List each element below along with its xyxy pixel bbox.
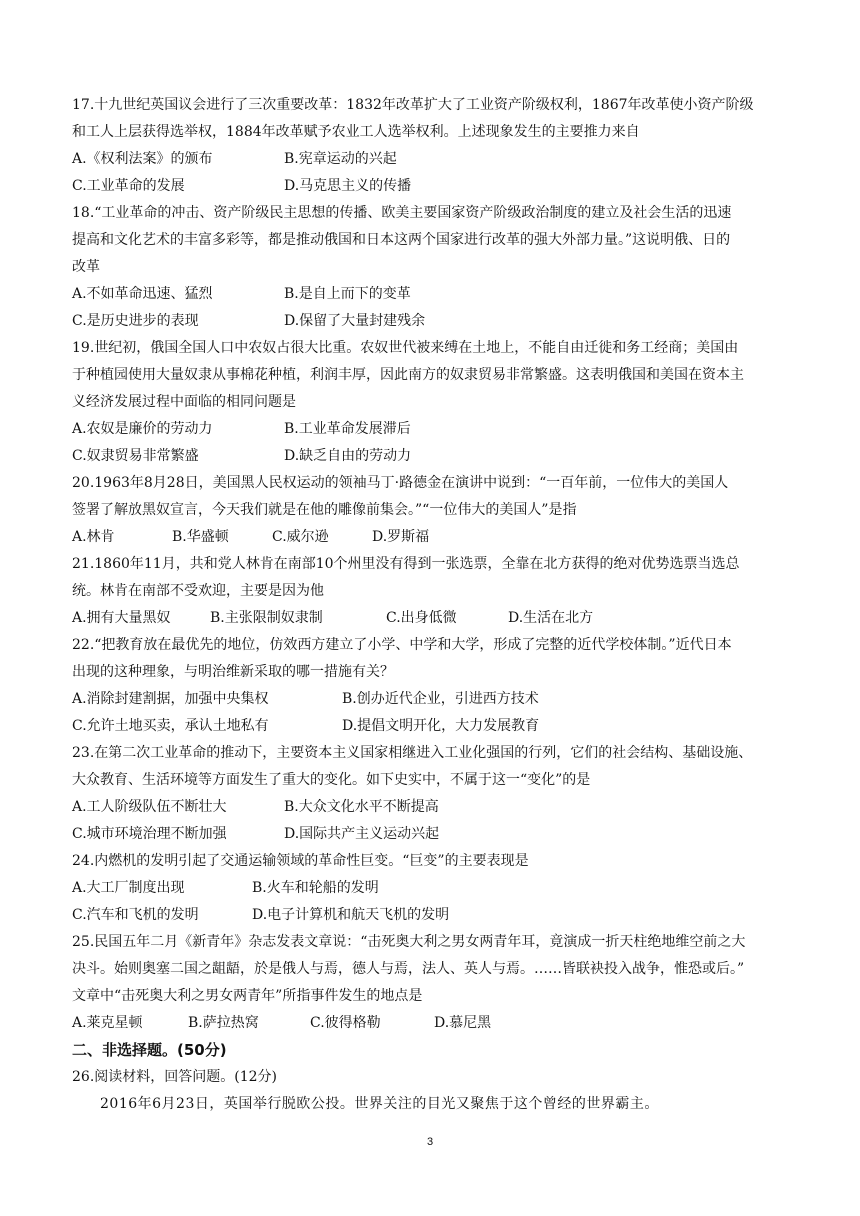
question-stem-line: 22.“把教育放在最优先的地位，仿效西方建立了小学、中学和大学，形成了完整的近代学校体制。”近代日本 (72, 637, 732, 653)
option-a: A.林肯 (72, 529, 115, 545)
section-title: 二、非选择题。(50分) (72, 1041, 227, 1059)
option-c: C.工业革命的发展 (72, 178, 185, 194)
page-number: 3 (426, 1136, 434, 1148)
question-26 (72, 1064, 796, 1118)
question-stem-line: 25.民国五年二月《新青年》杂志发表文章说：“击死奥大利之男女两青年耳，竟演成一折天柱绝地维空前之大 (72, 934, 746, 950)
option-c: C.允许土地买卖，承认土地私有 (72, 718, 269, 734)
options-row (72, 308, 796, 335)
question-stem-line: 义经济发展过程中面临的相同问题是 (72, 394, 296, 410)
option-c: C.彼得格勒 (310, 1015, 381, 1031)
question-24 (72, 848, 796, 929)
question-stem-line: 18.“工业革命的冲击、资产阶级民主思想的传播、欧美主要国家资产阶级政治制度的建立及社会生活的迅速 (72, 205, 732, 221)
option-b: B.火车和轮船的发明 (252, 880, 379, 896)
option-d: D.生活在北方 (508, 610, 594, 626)
question-stem-line: 签署了解放黑奴宣言，今天我们就是在他的雕像前集会。”“一位伟大的美国人”是指 (72, 502, 577, 518)
options-row (72, 281, 796, 308)
options-row (72, 524, 796, 551)
question-stem-line: 改革 (72, 259, 100, 275)
question-stem-line: 文章中“击死奥大利之男女两青年”所指事件发生的地点是 (72, 988, 423, 1004)
question-stem-line: 26.阅读材料，回答问题。(12分) (72, 1069, 278, 1085)
options-row (72, 146, 796, 173)
question-stem-line: 大众教育、生活环境等方面发生了重大的变化。如下史实中，不属于这一“变化”的是 (72, 772, 591, 788)
reading-passage: 2016年6月23日，英国举行脱欧公投。世界关注的目光又聚焦于这个曾经的世界霸主。 (100, 1096, 659, 1112)
question-23 (72, 740, 796, 848)
question-stem-line: 24.内燃机的发明引起了交通运输领域的革命性巨变。“巨变”的主要表现是 (72, 853, 529, 869)
option-a: A.大工厂制度出现 (72, 880, 185, 896)
question-stem-line: 和工人上层获得选举权，1884年改革赋予农业工人选举权利。上述现象发生的主要推力来自 (72, 124, 640, 140)
question-stem-line: 23.在第二次工业革命的推动下，主要资本主义国家相继进入工业化强国的行列，它们的社会结构、基础设施、 (72, 745, 753, 761)
question-18 (72, 200, 796, 335)
option-b: B.主张限制奴隶制 (210, 610, 323, 626)
options-row (72, 875, 796, 902)
option-a: A.农奴是廉价的劳动力 (72, 421, 213, 437)
question-stem-line: 19.世纪初，俄国全国人口中农奴占很大比重。农奴世代被来缚在土地上，不能自由迁徙和务工经商；美国由 (72, 340, 739, 356)
option-a: A.不如革命迅速、猛烈 (72, 286, 213, 302)
options-row (72, 794, 796, 821)
question-stem-line: 决斗。始则奥塞二国之龃龉，於是俄人与焉，德人与焉，法人、英人与焉。……皆联袂投入战争，惟恐或后。” (72, 961, 745, 977)
option-b: B.大众文化水平不断提高 (284, 799, 439, 815)
option-d: D.马克思主义的传播 (284, 178, 412, 194)
option-c: C.威尔逊 (272, 529, 329, 545)
option-d: D.缺乏自由的劳动力 (284, 448, 412, 464)
option-a: A.拥有大量黑奴 (72, 610, 171, 626)
options-row (72, 821, 796, 848)
question-stem-line: 21.1860年11月，共和党人林肯在南部10个州里没有得到一张选票，全靠在北方获得的绝对优势选票当选总 (72, 556, 740, 572)
option-d: D.罗斯福 (372, 529, 430, 545)
options-row (72, 713, 796, 740)
question-19 (72, 335, 796, 470)
question-22 (72, 632, 796, 740)
option-b: B.创办近代企业，引进西方技术 (342, 691, 539, 707)
option-a: A.《权利法案》的颁布 (72, 151, 213, 167)
question-17 (72, 92, 796, 200)
option-d: D.电子计算机和航天飞机的发明 (252, 907, 450, 923)
question-25 (72, 929, 796, 1037)
question-stem-line: 出现的这种理象，与明治维新采取的哪一措施有关？ (72, 664, 394, 680)
option-b: B.华盛顿 (172, 529, 229, 545)
options-row (72, 1010, 796, 1037)
options-row (72, 605, 796, 632)
options-row (72, 173, 796, 200)
option-d: D.国际共产主义运动兴起 (284, 826, 440, 842)
option-a: A.消除封建割据，加强中央集权 (72, 691, 269, 707)
option-c: C.是历史进步的表现 (72, 313, 199, 329)
option-d: D.慕尼黑 (434, 1015, 492, 1031)
option-b: B.是自上而下的变革 (284, 286, 411, 302)
question-stem-line: 20.1963年8月28日，美国黑人民权运动的领袖马丁·路德金在演讲中说到：“一百年前，一位伟大的美国人 (72, 475, 729, 491)
question-21 (72, 551, 796, 632)
exam-content (72, 92, 796, 1118)
option-a: A.莱克星顿 (72, 1015, 143, 1031)
option-c: C.城市环境治理不断加强 (72, 826, 227, 842)
option-c: C.汽车和飞机的发明 (72, 907, 199, 923)
option-d: D.保留了大量封建残余 (284, 313, 426, 329)
options-row (72, 902, 796, 929)
options-row (72, 416, 796, 443)
option-c: C.奴隶贸易非常繁盛 (72, 448, 199, 464)
option-b: B.宪章运动的兴起 (284, 151, 397, 167)
option-c: C.出身低微 (386, 610, 457, 626)
option-d: D.提倡文明开化，大力发展教育 (342, 718, 540, 734)
question-20 (72, 470, 796, 551)
option-b: B.工业革命发展滞后 (284, 421, 411, 437)
options-row (72, 686, 796, 713)
question-stem-line: 统。林肯在南部不受欢迎，主要是因为他 (72, 583, 324, 599)
options-row (72, 443, 796, 470)
question-stem-line: 提高和文化艺术的丰富多彩等，都是推动俄国和日本这两个国家进行改革的强大外部力量。”这说明俄、日的 (72, 232, 731, 248)
option-a: A.工人阶级队伍不断壮大 (72, 799, 227, 815)
question-stem-line: 17.十九世纪英国议会进行了三次重要改革：1832年改革扩大了工业资产阶级权利，1867年改革使小资产阶级 (72, 97, 754, 113)
option-b: B.萨拉热窝 (188, 1015, 259, 1031)
question-stem-line: 于种植园使用大量奴隶从事棉花种植，利润丰厚，因此南方的奴隶贸易非常繁盛。这表明俄国和美国在资本主 (72, 367, 744, 383)
